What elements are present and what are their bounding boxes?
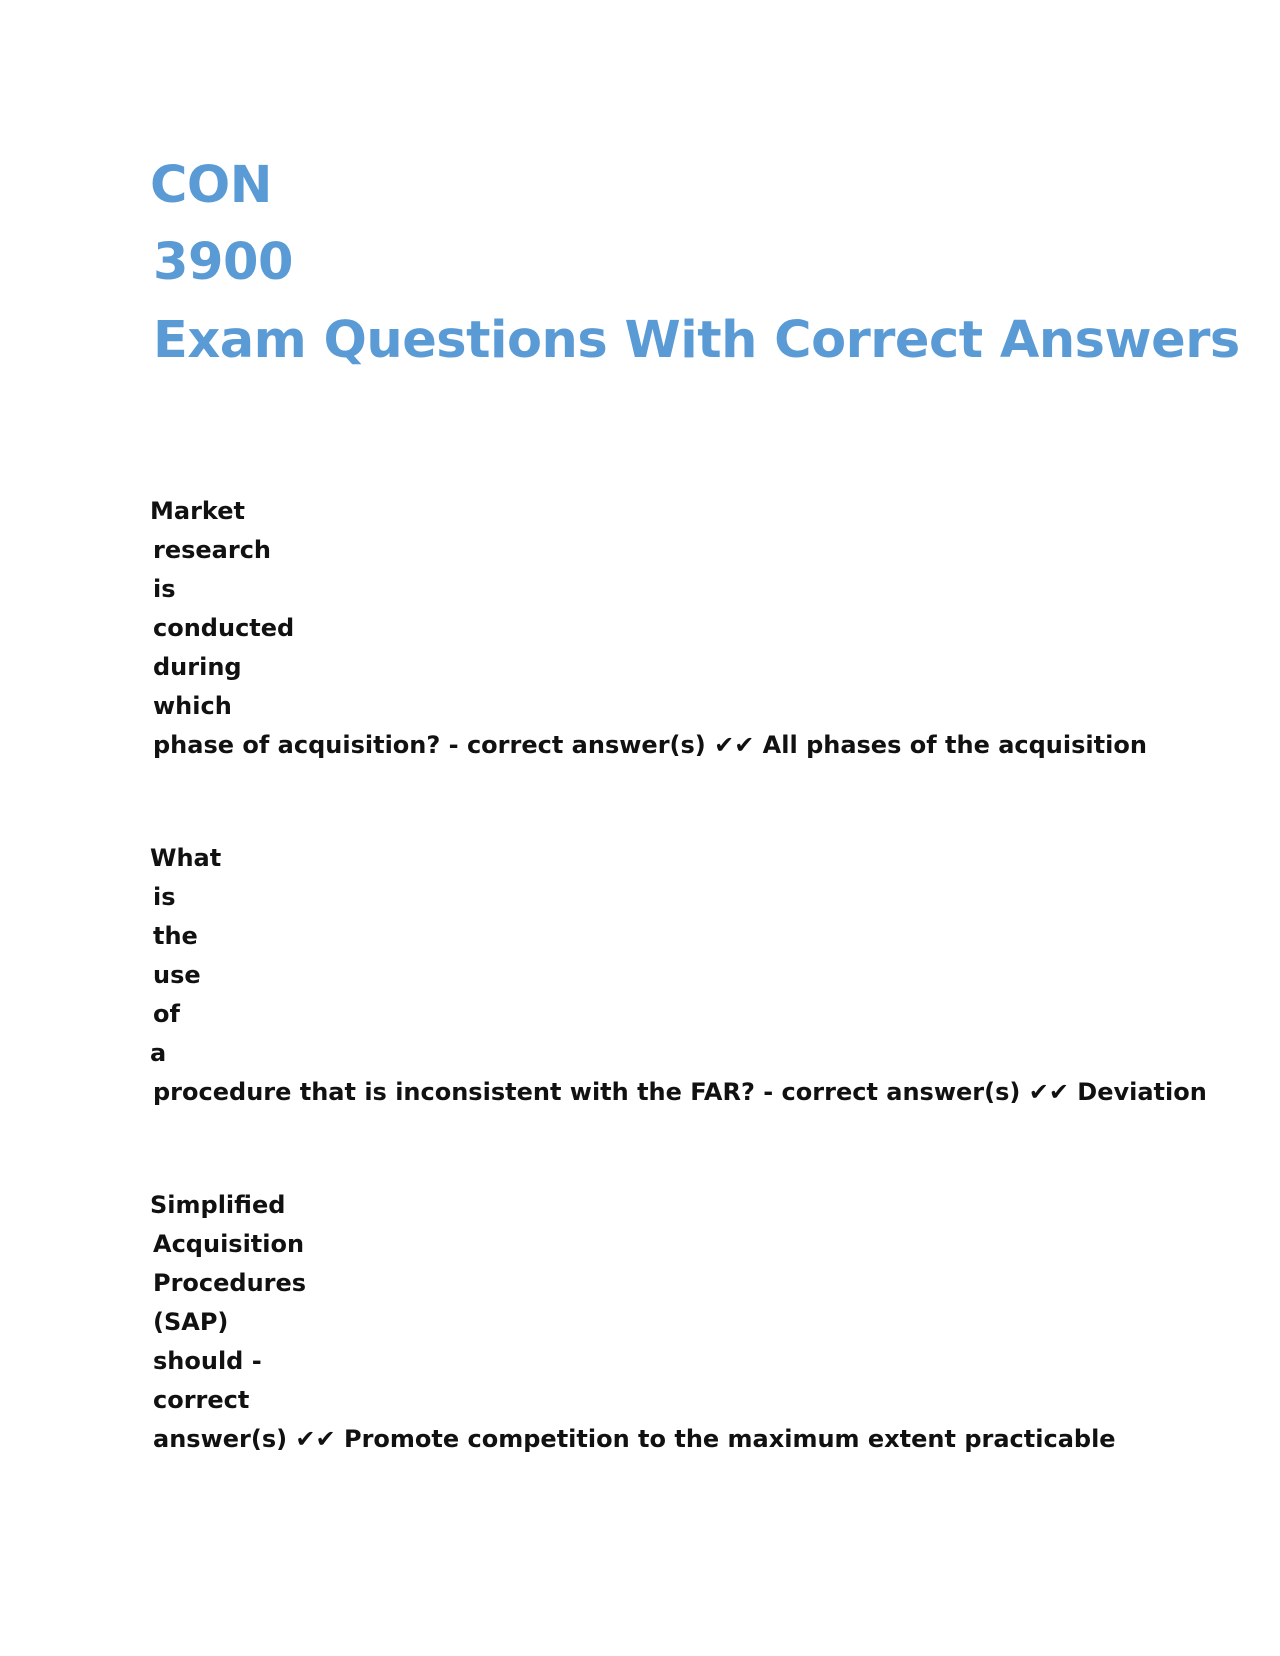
question-3-line-5: should - — [153, 1347, 262, 1375]
document-title-line-2: 3900 — [153, 233, 293, 292]
question-3-line-3: Procedures — [153, 1269, 307, 1297]
question-3-line-1: Simplified — [150, 1191, 286, 1219]
question-2-line-6: a — [150, 1039, 167, 1067]
question-1-line-2: research — [153, 536, 272, 564]
question-2-line-3: the — [153, 922, 198, 950]
question-1-line-6: which — [153, 692, 232, 720]
question-3-line-6: correct — [153, 1386, 250, 1414]
question-2-line-2: is — [153, 883, 176, 911]
question-3-line-4: (SAP) — [153, 1308, 229, 1336]
question-1-answer-line: phase of acquisition? - correct answer(s) ✔✔ All phases of the acquisition — [153, 731, 1147, 759]
question-3-answer-line: answer(s) ✔✔ Promote competition to the maximum extent practicable — [153, 1425, 1116, 1453]
question-1-line-1: Market — [150, 497, 245, 525]
question-1-line-3: is — [153, 575, 176, 603]
question-1-line-5: during — [153, 653, 242, 681]
document-title-line-3: Exam Questions With Correct Answers — [153, 311, 1240, 370]
question-3-line-2: Acquisition — [153, 1230, 305, 1258]
document-title-line-1: CON — [150, 156, 272, 215]
question-1-line-4: conducted — [153, 614, 295, 642]
question-2-answer-line: procedure that is inconsistent with the FAR? - correct answer(s) ✔✔ Deviation — [153, 1078, 1207, 1106]
question-2-line-4: use — [153, 961, 201, 989]
question-2-line-5: of — [153, 1000, 180, 1028]
question-2-line-1: What — [150, 844, 222, 872]
